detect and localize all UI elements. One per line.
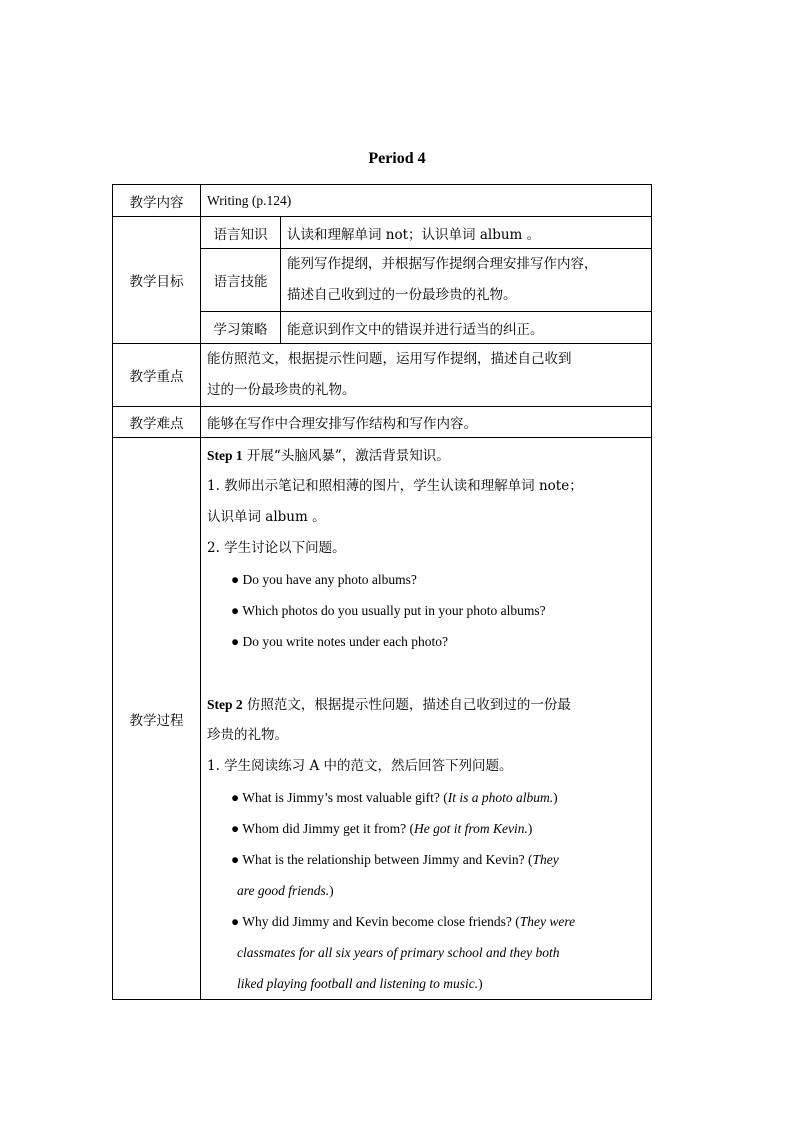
label-content: 教学内容	[113, 185, 201, 217]
content-value: Writing (p.124)	[201, 185, 652, 217]
qa-4-question: ● Why did Jimmy and Kevin become close friends? (	[231, 914, 520, 929]
qa-1-question: ● What is Jimmy’s most valuable gift? (	[231, 790, 448, 805]
step1-bullet-1: ● Do you have any photo albums?	[231, 572, 417, 587]
knowledge-value: 认读和理解单词 not；认识单词 album 。	[281, 217, 652, 249]
step1-label: Step 1	[207, 448, 243, 463]
skills-line-1: 能列写作提纲，并根据写作提纲合理安排写作内容，	[287, 256, 598, 272]
skills-value	[281, 249, 652, 312]
key-line-1: 能仿照范文，根据提示性问题，运用写作提纲，描述自己收到	[207, 351, 572, 367]
step2-qa-4-cont	[207, 968, 645, 999]
page-title: Period 4	[368, 150, 426, 167]
label-strategy: 学习策略	[201, 312, 281, 344]
qa-3-end: )	[329, 883, 334, 898]
label-skills: 语言技能	[201, 249, 281, 312]
qa-3-answer: They	[532, 852, 559, 867]
row-key-points	[113, 344, 652, 407]
key-value	[201, 344, 652, 407]
step2-item1: 1. 学生阅读练习 A 中的范文，然后回答下列问题。	[207, 758, 513, 774]
row-difficult-points	[113, 407, 652, 438]
step1-text: 开展“头脑风暴”，激活背景知识。	[242, 448, 450, 464]
qa-4-answer-3: liked playing football and listening to music.	[237, 976, 479, 991]
step2-qa-3-cont	[207, 875, 645, 906]
strategy-value: 能意识到作文中的错误并进行适当的纠正。	[281, 312, 652, 344]
step2-qa-2	[207, 813, 645, 844]
row-content	[113, 185, 652, 217]
step1-bullet-2: ● Which photos do you usually put in your photo albums?	[231, 603, 546, 618]
step2-qa-4	[207, 906, 645, 937]
label-process: 教学过程	[113, 438, 201, 1000]
row-process	[113, 438, 652, 1000]
qa-1-end: )	[553, 790, 558, 805]
qa-3-question: ● What is the relationship between Jimmy and Kevin? (	[231, 852, 533, 867]
qa-4-answer-2: classmates for all six years of primary school and they both	[237, 945, 560, 960]
difficult-value: 能够在写作中合理安排写作结构和写作内容。	[201, 407, 652, 438]
spacer	[207, 657, 645, 689]
lesson-plan-table	[112, 184, 652, 1000]
step1-heading	[207, 440, 645, 471]
qa-3-answer-cont: are good friends.	[237, 883, 330, 898]
step1-bullet-3: ● Do you write notes under each photo?	[231, 634, 448, 649]
step2-label: Step 2	[207, 697, 243, 712]
step1-item2: 2. 学生讨论以下问题。	[207, 540, 346, 556]
step2-heading-line2: 珍贵的礼物。	[207, 727, 288, 743]
qa-1-answer: It is a photo album.	[447, 790, 554, 805]
qa-2-end: )	[527, 821, 533, 836]
qa-4-answer-1: They were	[519, 914, 576, 929]
label-key: 教学重点	[113, 344, 201, 407]
skills-line-2: 描述自己收到过的一份最珍贵的礼物。	[287, 287, 517, 303]
qa-4-end: )	[478, 976, 483, 991]
step2-qa-1	[207, 782, 645, 813]
step1-item1-line1: 1. 教师出示笔记和照相薄的图片，学生认读和理解单词 note；	[207, 478, 583, 494]
step2-heading	[207, 689, 645, 720]
qa-2-question: ● Whom did Jimmy get it from? (	[231, 821, 415, 836]
label-difficult: 教学难点	[113, 407, 201, 438]
process-value	[201, 438, 652, 1000]
step2-text: 仿照范文，根据提示性问题，描述自己收到过的一份最	[242, 697, 571, 713]
label-goals: 教学目标	[113, 217, 201, 344]
step2-qa-3	[207, 844, 645, 875]
key-line-2: 过的一份最珍贵的礼物。	[207, 382, 356, 398]
step1-item1-line2: 认识单词 album 。	[207, 509, 326, 525]
label-knowledge: 语言知识	[201, 217, 281, 249]
qa-2-answer: He got it from Kevin.	[414, 821, 528, 836]
row-goal-knowledge	[113, 217, 652, 249]
